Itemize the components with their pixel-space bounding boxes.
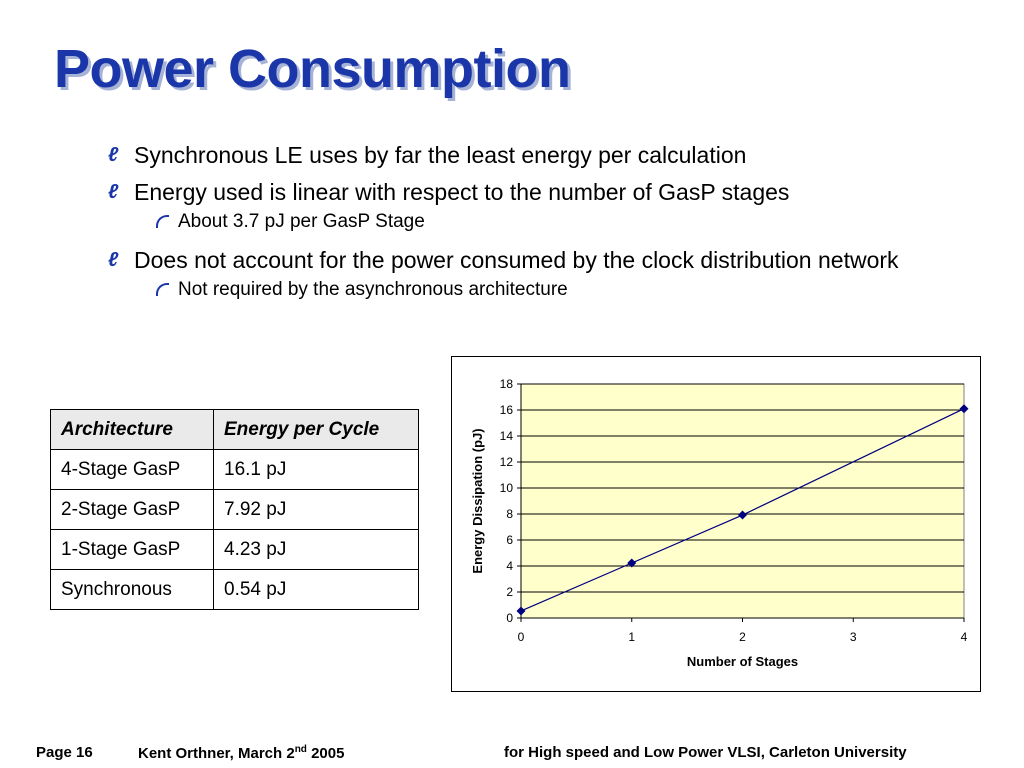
y-tick-label: 4 [506,559,513,573]
x-tick-label: 4 [960,630,968,644]
bullet-item [108,245,1008,275]
sub-bullet-icon [156,283,169,296]
sub-bullet-text: Not required by the asynchronous architecture [178,279,568,300]
table-cell-energy: 0.54 pJ [214,570,419,610]
y-tick-label: 2 [506,585,513,599]
footer-author-sup: nd [294,744,307,755]
x-axis-label: Number of Stages [686,654,799,669]
y-tick-label: 16 [499,403,513,417]
chart-svg [452,357,980,691]
table-row [51,570,419,610]
table-header-row [51,410,419,450]
sub-bullet-item [154,278,1008,302]
table-row [51,530,419,570]
y-tick-label: 0 [506,611,513,625]
bullet-text: Does not account for the power consumed by the clock distribution network [134,247,899,273]
footer-venue: for High speed and Low Power VLSI, Carleton University [504,744,907,761]
sub-bullet-item [154,210,1008,234]
table-cell-energy: 4.23 pJ [214,530,419,570]
plot-area [521,384,964,618]
bullet-icon: ℓ [108,144,119,166]
bullet-item [108,140,1008,170]
bullet-icon: ℓ [108,249,119,271]
y-tick-label: 6 [506,533,513,547]
footer-year: 2005 [306,745,345,762]
y-tick-label: 10 [499,481,513,495]
energy-table [50,409,419,610]
sub-bullet-icon [156,215,169,228]
y-tick-label: 12 [499,455,513,469]
x-tick-label: 1 [628,630,636,644]
table-cell-architecture: 4-Stage GasP [51,450,214,490]
table-cell-energy: 7.92 pJ [214,490,419,530]
footer-page-number: Page 16 [36,744,93,761]
table-cell-architecture: Synchronous [51,570,214,610]
table-row [51,450,419,490]
footer-author-text: Kent Orthner, March 2 [138,745,295,762]
bullet-icon: ℓ [108,181,119,203]
x-tick-label: 0 [517,630,525,644]
slide-title: Power Consumption [54,39,571,99]
table-row [51,490,419,530]
y-tick-label: 8 [506,507,513,521]
column-header-architecture: Architecture [51,410,214,450]
bullet-text: Energy used is linear with respect to the number of GasP stages [134,179,790,205]
table-cell-architecture: 2-Stage GasP [51,490,214,530]
x-tick-label: 3 [849,630,857,644]
y-tick-label: 14 [499,429,513,443]
sub-bullet-text: About 3.7 pJ per GasP Stage [178,211,425,232]
table-cell-energy: 16.1 pJ [214,450,419,490]
y-axis-label: Energy Dissipation (pJ) [470,428,485,574]
table-cell-architecture: 1-Stage GasP [51,530,214,570]
bullet-text: Synchronous LE uses by far the least energy per calculation [134,142,747,168]
bullet-list [108,140,1008,313]
energy-chart [451,356,981,692]
bullet-item [108,177,1008,207]
footer-author [138,744,344,762]
column-header-energy: Energy per Cycle [214,410,419,450]
x-tick-label: 2 [739,630,746,644]
y-tick-label: 18 [499,377,513,391]
